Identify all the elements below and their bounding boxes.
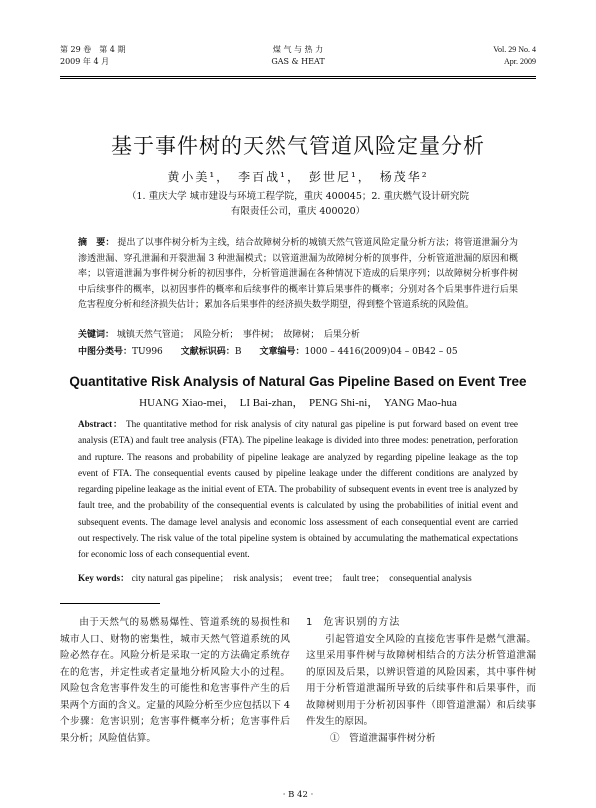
abstract-cn [78,236,518,314]
keywords-cn-label: 关键词： [78,330,115,340]
authors-cn: 黄小美¹， 李百战¹， 彭世尼¹， 杨茂华² [167,170,429,184]
doc-code-label: 文献标识码： [180,347,235,357]
footnote-rule [60,603,160,604]
title-en: Quantitative Risk Analysis of Natural Gas Pipeline Based on Event Tree [69,374,527,389]
keywords-en-label: Key words： [78,573,130,583]
article-number-value: 1000 – 4416(2009)04 – 0B42 – 05 [304,347,458,357]
title-cn: 基于事件树的天然气管道风险定量分析 [111,134,485,158]
abstract-cn-text: 提出了以事件树分析为主线，结合故障树分析的城镇天然气管道风险定量分析方法；将管道泄漏分为渗透泄漏、穿孔泄漏和开裂泄漏 3 种泄漏模式；以管道泄漏为故障树分析的顶事件，分析管道泄漏的原因和概率；以管道泄漏为事件树分析的初因事件，分析管道泄漏在各种情况下造成的后果序列；以故障树分析事件树中后续事件的概率，以初因事件的概率和后续事件的概率计算后果事件的概率；分别对各个后果事件进行后果危害程度分析和经济损失估计；累加各后果事件的经济损失数学期望，得到整个管道系统的风险值。 [78,238,518,310]
header-date-cn: 2009 年 4 月 [60,57,110,66]
header-rule-thick [60,76,536,77]
authors-en: HUANG Xiao-mei， LI Bai-zhan， PENG Shi-ni， YANG Mao-hua [139,397,457,409]
affiliation-cn [0,189,596,219]
section-heading [306,615,536,632]
running-header [60,44,536,74]
keywords-en [78,570,518,586]
keywords-cn [78,329,518,342]
clc-label: 中图分类号： [78,347,133,357]
body-column-left [60,615,290,747]
body-column-right [306,615,536,747]
keywords-en-text: city natural gas pipeline； risk analysis； event tree； fault tree； consequential analysis [131,573,472,583]
doc-code-value: B [234,347,242,357]
section-paragraph: 引起管道安全风险的直接危害事件是燃气泄漏。这里采用事件树与故障树相结合的方法分析管道泄漏的原因及后果，以辨识管道的风险因素，其中事件树用于分析管道泄漏所导致的后续事件和后果事件，而故障树则用于分析初因事件（即管道泄漏）和后续事件发生的原因。 [306,633,536,727]
page-number: · B 42 · [282,790,314,800]
abstract-en-label: Abstract： [78,419,124,429]
keywords-cn-text: 城镇天然气管道； 风险分析； 事件树； 故障树； 后果分析 [116,330,360,340]
header-volume-en: Vol. 29 No. 4 [493,45,536,54]
clc-value: TU996 [132,347,163,357]
header-journal-en: GAS & HEAT [271,57,325,66]
abstract-en-text: The quantitative method for risk analysis of city natural gas pipeline is put forward based on event tree analysis (ETA) and fault tree analysis (FTA). The pipeline leakage is divided into three modes: penetration, perforation and rupture. The reasons and probability of pipeline leakage are analyzed by regarding pipeline leakage as the top event of FTA. The consequential events caused by pipeline leakage under the different conditions are analyzed by regarding pipeline leakage as the initial event of ETA. The probability of subsequent events in event tree is analyzed by fault tree, and the probability of the consequential events is calculated by using the probabilities of initial event and subsequent events. The damage level analysis and economic loss assessment of each consequential event are carried out respectively. The risk value of the total pipeline system is obtained by accumulating the mathematical expectations for economic loss of each consequential event. [78,419,518,560]
abstract-cn-label: 摘 要： [78,238,115,248]
article-number-label: 文章编号： [259,347,305,357]
header-right [493,44,536,68]
header-center [60,44,536,68]
affiliation-cn-line2: 有限责任公司，重庆 400020） [230,206,366,217]
section-title: 危害识别的方法 [323,617,401,628]
subsection-heading: ① 管道泄漏事件树分析 [330,732,436,744]
header-journal-cn: 煤 气 与 热 力 [272,45,324,54]
header-rule-thin [60,78,536,79]
header-volume-cn: 第 29 卷 第 4 期 [60,45,126,54]
abstract-en [78,416,518,563]
section-number: 1 [306,617,314,628]
header-date-en: Apr. 2009 [504,57,536,66]
affiliation-cn-line1: （1. 重庆大学 城市建设与环境工程学院，重庆 400045；2. 重庆燃气设计研究院 [127,191,469,202]
intro-paragraph: 由于天然气的易燃易爆性、管道系统的易损性和城市人口、财物的密集性，城市天然气管道系统的风险必然存在。风险分析是采取一定的方法确定系统存在的危害，并定性或者定量地分析风险大小的过程。风险包含危害事件发生的可能性和危害事件产生的后果两个方面的含义。定量的风险分析至少应包括以下 4 个步骤：危害识别；危害事件概率分析；危害事件后果分析；风险值估算。 [60,617,290,744]
classification-cn [78,346,518,359]
